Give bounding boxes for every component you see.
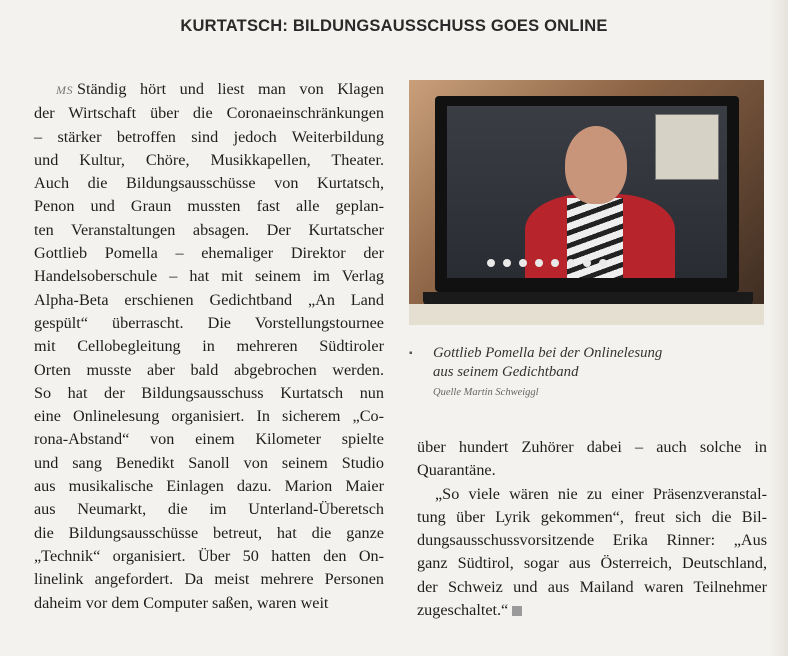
table-surface: [409, 304, 764, 325]
laptop-screen: [447, 106, 727, 278]
text-line: Handelsoberschule – hat mit seinem im Verlag: [34, 267, 384, 286]
speaker-head: [565, 126, 627, 204]
control-icon: [519, 259, 527, 267]
video-call-controls: [487, 256, 687, 270]
control-icon: [487, 259, 495, 267]
end-of-article-icon: [512, 606, 522, 616]
caption-bullet-icon: ▪: [409, 348, 413, 359]
text-line: tung über Lyrik gekommen“, freut sich die Bil-: [417, 507, 767, 526]
text-line: Penon und Graun mussten fast alle geplan-: [34, 197, 384, 216]
text-line: daheim vor dem Computer saßen, waren weit: [34, 593, 329, 612]
text-line: aus musikalische Einlagen dazu. Marion Maier: [34, 477, 384, 496]
text-line: MS Ständig hört und liest man von Klagen: [56, 80, 384, 98]
left-column: [34, 78, 384, 615]
text-line: ganz Südtirol, sogar aus Österreich, Deutschland,: [417, 554, 767, 573]
text-line: rona-Abstand“ von einem Kilometer spielte: [34, 430, 384, 449]
text-line: eine Onlinelesung organisiert. In sicherem „Co-: [34, 407, 384, 426]
text-line: So hat der Bildungsausschuss Kurtatsch nun: [34, 383, 384, 402]
text-line: Alpha-Beta erschienen Gedichtband „An Land: [34, 290, 384, 309]
text-line: der Schweiz und aus Mailand waren Teilnehmer: [417, 577, 767, 596]
control-icon: [583, 259, 591, 267]
text-line: Orten musste aber bald abgebrochen werden.: [34, 360, 384, 379]
text-line: und Kultur, Chöre, Musikkapellen, Theater.: [34, 150, 384, 169]
text-line: dungsausschussvorsitzende Erika Rinner: „Aus: [417, 531, 767, 550]
text-line: aus Neumarkt, die im Unterland-Überetsch: [34, 500, 384, 519]
right-column: [417, 436, 767, 622]
text-line: gespült“ überrascht. Die Vorstellungstournee: [34, 313, 384, 332]
photo-credit: Quelle Martin Schweiggl: [433, 387, 539, 398]
author-initials: MS: [56, 83, 73, 97]
text-line: zugeschaltet.“: [417, 599, 767, 622]
text-line: und sang Benedikt Sanoll von seinem Studio: [34, 453, 384, 472]
article-photo: [409, 80, 764, 325]
text-line: der Wirtschaft über die Coronaeinschränkungen: [34, 104, 384, 123]
inset-video-thumbnail: [655, 114, 719, 180]
control-icon: [535, 259, 543, 267]
text-line: ten Veranstaltungen absagen. Der Kurtatscher: [34, 220, 384, 239]
text-line: Auch die Bildungsausschüsse von Kurtatsch,: [34, 174, 384, 193]
text-line: Gottlieb Pomella – ehemaliger Direktor der: [34, 244, 384, 263]
text-line: mit Cellobegleitung in mehreren Südtiroler: [34, 337, 384, 356]
text-line: – stärker betroffen sind jedoch Weiterbildung: [34, 127, 384, 146]
text-line: über hundert Zuhörer dabei – auch solche in: [417, 438, 767, 456]
text-line: linelink angefordert. Da meist mehrere Personen: [34, 570, 384, 589]
text-line: „Technik“ organisiert. Über 50 hatten den On-: [34, 546, 384, 565]
text-line: „So viele wären nie zu einer Präsenzveranstal-: [435, 484, 767, 503]
text-line: Quarantäne.: [417, 461, 496, 480]
control-icon: [567, 259, 575, 267]
control-icon: [599, 259, 607, 267]
text-line: die Bildungsausschüsse betreut, hat die ganze: [34, 523, 384, 542]
caption-line: Gottlieb Pomella bei der Onlinelesung: [433, 345, 663, 361]
photo-caption: [409, 344, 769, 382]
control-icon: [551, 259, 559, 267]
page-edge: [770, 0, 788, 656]
control-icon: [503, 259, 511, 267]
article-headline: KURTATSCH: BILDUNGSAUSSCHUSS GOES ONLINE: [180, 17, 608, 35]
caption-line: aus seinem Gedichtband: [433, 364, 579, 380]
